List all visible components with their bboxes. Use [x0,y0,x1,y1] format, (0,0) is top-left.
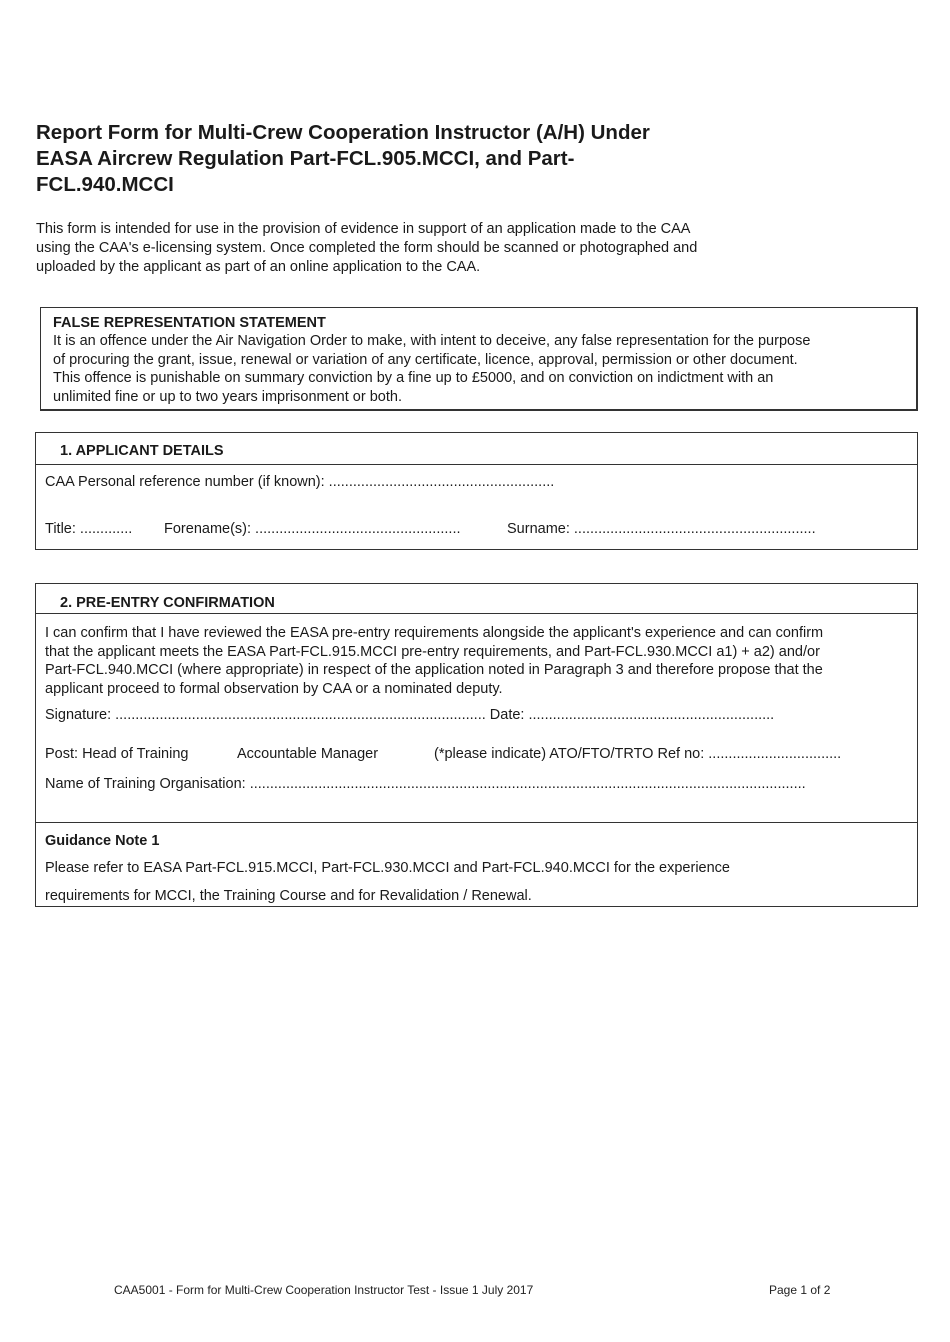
pre-entry-confirmation-heading: 2. PRE-ENTRY CONFIRMATION [36,584,917,614]
guidance-note-line: requirements for MCCI, the Training Course and for Revalidation / Renewal. [45,888,532,904]
guidance-note-heading: Guidance Note 1 [45,833,160,849]
intro-paragraph [36,220,796,277]
confirmation-line: applicant proceed to formal observation by CAA or a nominated deputy. [45,680,503,697]
statement-line: of procuring the grant, issue, renewal or variation of any certificate, licence, approval, permission or other document. [53,351,798,368]
title-line: FCL.940.MCCI [36,173,174,196]
caa-reference-field[interactable]: CAA Personal reference number (if known): ........................................................ [45,474,555,490]
title-line: EASA Aircrew Regulation Part-FCL.905.MCCI, and Part- [36,147,575,170]
surname-field[interactable]: Surname: ............................................................ [507,521,816,537]
intro-line: This form is intended for use in the provision of evidence in support of an application made to the CAA [36,221,691,237]
guidance-note-line: Please refer to EASA Part-FCL.915.MCCI, Part-FCL.930.MCCI and Part-FCL.940.MCCI for the experience [45,860,730,876]
statement-line: unlimited fine or up to two years imprisonment or both. [53,388,402,405]
forename-field[interactable]: Forename(s): ................................................... [164,521,461,537]
ato-ref-field[interactable]: (*please indicate) ATO/FTO/TRTO Ref no: ................................. [434,746,842,762]
confirmation-line: I can confirm that I have reviewed the EASA pre-entry requirements alongside the applicant's experience and can confirm [45,625,824,641]
statement-line: This offence is punishable on summary conviction by a fine up to £5000, and on conviction on indictment with an [53,370,774,386]
false-representation-statement [40,307,918,411]
title-field[interactable]: Title: ............. [45,521,133,537]
training-organisation-field[interactable]: Name of Training Organisation: .......................................................................................................................................... [45,776,806,792]
intro-line: using the CAA's e-licensing system. Once completed the form should be scanned or photographed and [36,240,698,256]
confirmation-line: Part-FCL.940.MCCI (where appropriate) in respect of the application noted in Paragraph 3 and therefore propose that the [45,662,823,678]
footer-page-number: Page 1 of 2 [769,1283,831,1297]
section-divider [36,822,917,823]
confirmation-line: that the applicant meets the EASA Part-FCL.915.MCCI pre-entry requirements, and Part-FCL.930.MCCI a1) + a2) and/or [45,643,820,660]
pre-entry-confirmation-section [35,583,918,907]
false-representation-body [53,332,904,406]
applicant-details-heading: 1. APPLICANT DETAILS [36,433,917,465]
signature-date-field[interactable]: Signature: ............................................................................................ Date: ............................................................. [45,707,775,723]
statement-line: It is an offence under the Air Navigation Order to make, with intent to deceive, any false representation for the purpose [53,333,811,349]
title-line: Report Form for Multi-Crew Cooperation Instructor (A/H) Under [36,121,650,144]
intro-line: uploaded by the applicant as part of an online application to the CAA. [36,259,481,275]
footer-form-reference: CAA5001 - Form for Multi-Crew Cooperation Instructor Test - Issue 1 July 2017 [114,1283,534,1297]
applicant-details-section [35,432,918,550]
page-title [36,120,756,198]
post-accountable-manager-option[interactable]: Accountable Manager [237,746,379,762]
post-head-of-training-option[interactable]: Post: Head of Training [45,746,189,762]
false-representation-heading: FALSE REPRESENTATION STATEMENT [53,315,326,331]
confirmation-paragraph [45,624,910,698]
